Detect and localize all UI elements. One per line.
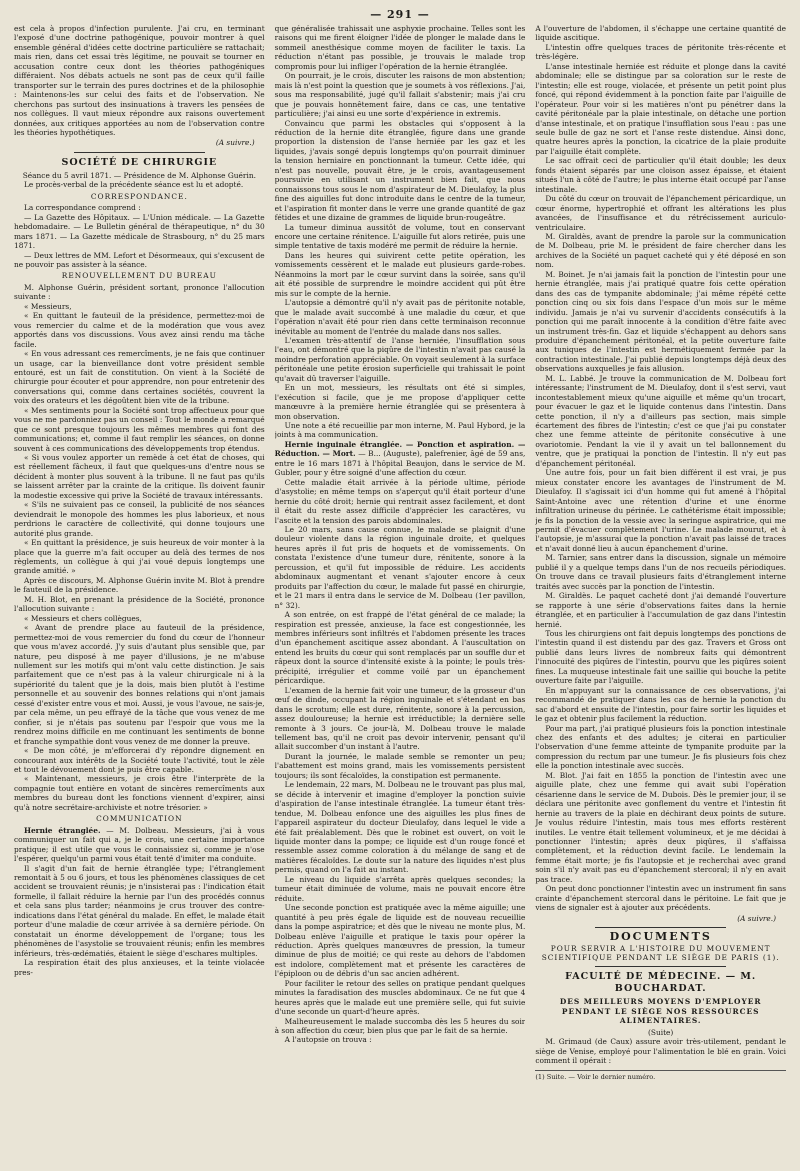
paragraph: Une note a été recueillie par mon interne, M. Paul Hybord, je la joints à ma communication. xyxy=(274,421,526,440)
paragraph: Pour ma part, j'ai pratiqué plusieurs fois la ponction intestinale chez des enfants et des adultes; je citerai en particulier l'observation d'une femme atteinte de tympanite produite par la compression du rectum par une tumeur. Je fis plusieurs fois chez elle la ponction intestinale avec succès. xyxy=(535,723,786,771)
session-meta: Séance du 5 avril 1871. — Présidence de M. Alphonse Guérin. xyxy=(22,170,256,180)
paragraph: Convaincu que parmi les obstacles qui s'opposent à la réduction de la hernie dite étranglée, figure dans une grande proportion la distension de l'anse herniée par les gaz et les liquides, j'avais songé depuis longtemps qu'on pourrait diminuer la tension herniaire en ponctionnant la tumeur. Cette idée, qui n'est pas nouvelle, pouvait être, je le crois, avantageusement poursuivie en utilisant un instrument bien fait, que nous connaissons tous sous le nom d'aspirateur de M. Dieulafoy, la plus fine des aiguilles fut donc introduite dans le centre de la tumeur, et l'aspiration fit monter dans le verre une grande quantité de gaz fétides et une dizaine de grammes de liquide brun-rougeâtre. xyxy=(274,118,526,223)
paragraph xyxy=(14,826,265,864)
paragraph: Le sac offrait ceci de particulier qu'il était double; les deux fonds étaient séparés par une cloison assez épaisse, et étaient situés l'un à côté de l'autre; le plus interne était occupé par l'anse intestinale. xyxy=(535,156,786,194)
paragraph: M. Giraldès. Le paquet cacheté dont j'ai demandé l'ouverture se rapporte à une série d'observations faites dans la hernie étranglée, et en particulier à l'accumulation de gaz dans l'intestin hernié. xyxy=(535,591,786,629)
paragraph: L'examen très-attentif de l'anse herniée, l'insufflation sous l'eau, ont démontré que la piqûre de l'intestin n'avait pas causé la moindre perforation appréciable. On voyait seulement à la surface péritonéale une petite érosion superficielle qui trahissait le point qu'avait dû traverser l'aiguille. xyxy=(274,335,526,383)
paragraph: Tous les chirurgiens ont fait depuis longtemps des ponctions de l'intestin quand il est distendu par des gaz. Travers et Gross ont publié dans leurs livres de nombreux faits qui démontrent l'innocuité des piqûres de l'intestin, pourvu que les piqûres soient fines. La muqueuse intestinale fait une saillie qui bouche la petite ouverture faite par l'aiguille. xyxy=(535,629,786,686)
paragraph: Du côté du cœur on trouvait de l'épanchement péricardique, un cœur énorme, hypertrophié et offrant les altérations les plus avancées, de l'insuffisance et du rétrécissement auriculo-ventriculaire. xyxy=(535,194,786,232)
paragraph: On pourrait, je le crois, discuter les raisons de mon abstention; mais là n'est point la question que je soumets à vos réflexions. J'ai, sous ma responsabilité, jugé qu'il fallait s'abstenir; mais j'ai cru que je pouvais honnêtement faire, dans ce cas, une tentative particulière; j'ai ainsi eu une sorte d'expérience in extremis. xyxy=(274,71,526,119)
run-in-title: Hernie étranglée. xyxy=(24,825,101,835)
paragraph: M. Alphonse Guérin, président sortant, prononce l'allocution suivante : xyxy=(14,282,265,302)
paragraph: — Deux lettres de MM. Lefort et Désormeaux, qui s'excusent de ne pouvoir pas assister à la séance. xyxy=(14,250,265,269)
paragraph: Après ce discours, M. Alphonse Guérin invite M. Blot à prendre le fauteuil de la présidence. xyxy=(14,575,265,595)
paragraph: que généralisée trahissait une asphyxie prochaine. Telles sont les raisons qui me firent éloigner l'idée de plonger le malade dans le sommeil anesthésique comme moyen de faciliter le taxis. La réduction n'étant pas possible, je trouvais le malade trop compromis pour lui infliger l'opération de la hernie étranglée. xyxy=(274,24,526,71)
observation-title: Hernie inguinale étranglée. — Ponction et aspiration. — Réduction. — Mort. xyxy=(274,439,526,459)
paragraph: « Avant de prendre place au fauteuil de la présidence, permettez-moi de vous remercier du fond du cœur de l'honneur que vous m'avez accordé. J'y suis d'autant plus sensible que, par nature, peu disposé à me payer d'illusions, je ne m'abuse nullement sur les motifs qui m'ont valu cette distinction. Je sais parfaitement que ce n'est pas à la valeur chirurgicale ni à la supériorité du talent que je la dois, mais bien plutôt à l'estime personnelle et au souvenir des bonnes relations qui n'ont jamais cessé d'exister entre vous et moi. Aussi, je vous l'avoue, ne sais-je, par cela même, un peu effrayé de la tâche que vous venez de me confier, si je n'étais pas soutenu par l'espoir que vous me la rendrez moins difficile en me continuant les sentiments de bonne et franche sympathie dont vous venez de me donner la preuve. xyxy=(14,623,265,746)
run-in-text: — M. Dolbeau. Messieurs, j'ai à vous communiquer un fait qui a, je le crois, une certaine importance pratique; il est utile que vous le connaissiez si, comme je n'ose l'espérer, quelqu'un parmi vous était tenté d'imiter ma conduite. xyxy=(14,825,265,864)
column-3 xyxy=(535,24,786,1159)
paragraph: Le lendemain, 22 mars, M. Dolbeau ne le trouvant pas plus mal, se décide à intervenir et imagine d'employer la ponction suivie d'aspiration de l'anse intestinale étranglée. La tumeur étant très-tendue, M. Dolbeau enfonce une des aiguilles les plus fines de l'appareil aspirateur du docteur Dieulafoy, dans lequel le vide a été fait préalablement. Dès que le robinet est ouvert, on voit le liquide monter dans la pompe; ce liquide est d'un rouge foncé et ressemble assez comme coloration à du mélange de sang et de matières fécaloïdes. Le doute sur la nature des liquides n'est plus permis, quand on l'a fait au instant. xyxy=(274,780,526,875)
subsection-title: RENOUVELLEMENT DU BUREAU xyxy=(61,271,217,281)
paragraph: est cela à propos d'infection purulente. J'ai cru, en terminant l'exposé d'une doctrine pathogénique, pouvoir montrer à quel ensemble général d'idées cette doctrine particulière se rattachait; mais rien, dans cet essai très légitime, ne pouvait se tourner en accusation contre ceux dont les théories pathogéniques différaient. Nos débats actuels ne sont pas de ceux qu'il faille transporter sur le terrain des pures doctrines et de la philosophie : Maintenons-les sur celui des faits et de l'observation. Ne cherchons pas surtout des insinuations à travers les pensées de nos collègues. Il vaut mieux répondre aux raisons ouvertement données, aux critiques apportées au nom de l'observation contre les théories hypothétiques. xyxy=(14,24,265,137)
paragraph: Durant la journée, le malade semble se remonter un peu; l'abattement est moins grand, mais les vomissements persistent toujours; ils sont fécaloïdes, la constipation est permanente. xyxy=(274,751,526,780)
section-subtitle: POUR SERVIR A L'HISTOIRE DU MOUVEMENT SCIENTIFIQUE PENDANT LE SIÈGE DE PARIS (1). xyxy=(541,943,780,962)
section-title: DOCUMENTS xyxy=(609,930,712,944)
paragraph: « De mon côté, je m'efforcerai d'y répondre dignement en concourant aux intérêts de la Société toute l'activité, tout le zèle et tout le dévouement dont je puis être capable. xyxy=(14,746,265,774)
paragraph: Une seconde ponction est pratiquée avec la même aiguille; une quantité à peu près égale de liquide est de nouveau recueillie dans la pompe aspiratrice; et dès que le niveau ne monte plus, M. Dolbeau enlève l'aiguille et pratique le taxis pour opérer la réduction. Après quelques manœuvres de pression, la tumeur diminue de plus de moitié; ce qui reste au dehors de l'abdomen est indolore, complètement mat et présente les caractères de l'épiploon ou de débris d'un sac ancien adhérent. xyxy=(274,903,526,979)
paragraph: M. L. Labbé. Je trouve la communication de M. Dolbeau fort intéressante; l'instrument de M. Dieulafoy, dont il s'est servi, vaut incontestablement mieux qu'une aiguille et même qu'un trocart, pour évacuer le gaz et le liquide contenus dans l'intestin. Dans cette ponction, il n'y a d'ailleurs pas section, mais simple écartement des fibres de l'intestin; c'est ce que j'ai pu constater chez une femme atteinte de péritonite consécutive à une ovariotomie. Pendant la vie il y avait un tel ballonnement du ventre, que je pratiquai la ponction de l'intestin. Il n'y eut pas d'épanchement péritonéal. xyxy=(535,373,786,468)
paragraph: M. Grimaud (de Caux) assure avoir très-utilement, pendant le siège de Venise, employé pour l'alimentation le blé en grain. Voici comment il opérait : xyxy=(535,1037,786,1066)
paragraph xyxy=(275,440,526,478)
paragraph: L'examen de la hernie fait voir une tumeur, de la grosseur d'un œuf de dinde, occupant la région inguinale et s'étendant en bas dans le scrotum; elle est dure, rénitente, sonore à la percussion, assez douloureuse; la hernie est irréductible; la dernière selle remonte à 3 jours. Ce jour-là, M. Dolbeau trouve le malade tellement bas, qu'il ne croit pas devoir intervenir, pensant qu'il allait succomber d'un instant à l'autre. xyxy=(274,685,526,752)
paragraph: « Si vous voulez apporter un remède à cet état de choses, qui est réellement fâcheux, il faut que quelques-uns d'entre nous se décident à monter plus souvent à la tribune. Il ne faut pas qu'ils se laissent arrêter par la crainte de la critique. Ils doivent faunir la modestie excessive qui prive la Société de travaux intéressants. xyxy=(14,453,265,500)
paragraph: — La Gazette des Hôpitaux. — L'Union médicale. — La Gazette hebdomadaire. — Le Bulletin général de thérapeutique, n° du 30 mars 1871. — La Gazette médicale de Strasbourg, n° du 25 mars 1871. xyxy=(14,212,265,251)
paragraph: La correspondance comprend : xyxy=(24,203,141,213)
paragraph: M. Giraldès, avant de prendre la parole sur la communication de M. Dolbeau, prie M. le président de faire chercher dans les archives de la Société un paquet cacheté qui y été déposé en son nom. xyxy=(535,231,786,270)
subsection-title: COMMUNICATION xyxy=(96,814,183,824)
paragraph: Le procès-verbal de la précédente séance est lu et adopté. xyxy=(24,180,244,190)
paragraph: L'anse intestinale herniée est réduite et plonge dans la cavité abdominale; elle se distingue par sa coloration sur le reste de l'intestin; elle est rouge, violacée, et présente un petit point plus foncé, qui répond évidemment à la ponction faite par l'aiguille de l'opérateur. Pour voir si les matières n'ont pu pénétrer dans la cavité péritonéale par la plaie intestinale, on détache une portion d'anse intestinale, et on pratique l'insufflation sous l'eau : pas une seule bulle de gaz ne sort et l'anse reste distendue. Ainsi donc, quatre heures après la ponction, la cicatrice de la plaie produite par l'aiguille était complète. xyxy=(535,61,786,156)
subsection-title: FACULTÉ DE MÉDECINE. — M. BOUCHARDAT. xyxy=(565,971,757,995)
paragraph: A l'ouverture de l'abdomen, il s'échappe une certaine quantité de liquide ascitique. xyxy=(535,24,786,43)
paragraph: « En quittant la présidence, je suis heureux de voir monter à la place que la guerre m'a fait occuper au delà des termes de nos règlements, un collègue à qui j'ai voué depuis longtemps une grande amitié. » xyxy=(14,538,265,576)
paragraph: « Mes sentiments pour la Société sont trop affectueux pour que vous ne me pardonniez pas un conseil : Tout le monde a remarqué que ce sont presque toujours les mêmes membres qui font des communications; et, comme il faut remplir les séances, on donne souvent à ces communications des développements trop étendus. xyxy=(14,405,265,453)
page-number: — 291 — xyxy=(370,8,430,21)
section-title: SOCIÉTÉ DE CHIRURGIE xyxy=(61,156,218,168)
paragraph: M. Blot. J'ai fait en 1855 la ponction de l'intestin avec une aiguille plate, chez une femme qui avait subi l'opération césarienne dans le service de M. Dubois. Dès le premier jour, il se déclara une péritonite avec gonflement du ventre et l'intestin fit hernie au travers de la plaie en déchirant deux points de suture. Je voulus réduire l'intestin, mais tous mes efforts restèrent inutiles. Le ventre était tellement volumineux, et je me décidai à ponctionner l'intestin; après deux piqûres, il s'affaissa complètement, et la réduction devint facile. Le lendemain la femme était morte; je fis l'autopsie et je recherchai avec grand soin s'il n'y avait pas eu d'épanchement stercoral; il n'y en avait pas trace. xyxy=(535,770,786,884)
paragraph: « Messieurs, xyxy=(24,301,72,311)
paragraph: M. Tarnier, sans entrer dans la discussion, signale un mémoire publié il y a quelque temps dans l'un de nos recueils périodiques. On trouve dans ce travail plusieurs faits d'étranglement interne traités avec succès par la ponction de l'intestin. xyxy=(535,553,786,591)
column-2 xyxy=(275,24,526,1159)
paragraph: L'intestin offre quelques traces de péritonite très-récente et très-légère. xyxy=(535,42,786,62)
subsection-title: CORRESPONDANCE. xyxy=(90,191,188,201)
footnote: (1) Suite. — Voir le dernier numéro. xyxy=(535,1070,786,1082)
continued-note: (A suivre.) xyxy=(215,138,255,148)
paragraph: L'autopsie a démontré qu'il n'y avait pas de péritonite notable, que le malade avait succombé à une maladie du cœur, et que l'opération n'avait été pour rien dans cette terminaison reconnue inévitable au moment de l'entrée du malade dans nos salles. xyxy=(274,298,526,336)
divider xyxy=(595,966,726,967)
paragraph: Cette maladie était arrivée à la période ultime, période d'asystolie; en même temps on s'aperçut qu'il était porteur d'une hernie du côté droit; hernie qui rentrait assez facilement, et dont il était du reste assez difficile d'apprécier les caractères, vu l'ascite et la tension des parois abdominales. xyxy=(274,477,526,525)
paragraph: A l'autopsie on trouva : xyxy=(284,1035,372,1045)
divider xyxy=(74,152,205,153)
paragraph: Malheureusement le malade succomba dès les 5 heures du soir à son affection du cœur, bien plus que par le fait de sa hernie. xyxy=(274,1016,526,1036)
paragraph: La tumeur diminua aussitôt de volume, tout en conservant encore une certaine rénitence. L'aiguille fut alors retirée, puis une simple tentative de taxis modéré me permit de réduire la hernie. xyxy=(274,222,526,251)
paragraph: On peut donc ponctionner l'intestin avec un instrument fin sans crainte d'épanchement stercoral dans le péritoine. Le fait que je viens de signaler est à ajouter aux précédents. xyxy=(535,884,786,913)
text-columns xyxy=(14,24,786,1159)
continued-note: (A suivre.) xyxy=(737,913,777,923)
paragraph: « Maintenant, messieurs, je crois être l'interprète de la compagnie tout entière en votant de sincères remercîments aux membres du bureau dont les fonctions viennent d'expirer, ainsi qu'à notre secrétaire-archiviste et notre trésorier. » xyxy=(14,774,265,812)
paragraph: « En quittant le fauteuil de la présidence, permettez-moi de vous remercier du calme et de la modération que vous avez apportés dans vos discussions. Vous avez ainsi rendu ma tâche facile. xyxy=(14,311,265,349)
continued-note: (Suite) xyxy=(648,1027,674,1037)
paragraph: Une autre fois, pour un fait bien différent il est vrai, je pus mieux constater encore les avantages de l'instrument de M. Dieulafoy. Il s'agissait ici d'un homme qui fut amené à l'hôpital Saint-Antoine avec une rétention d'urine et une énorme infiltration urineuse du périnée. Le cathétérisme était impossible; je fis la ponction de la vessie avec la seringue aspiratrice, qui me permit d'évacuer complètement l'urine. Le malade mourut, et à l'autopsie, je m'assurai que la ponction n'avait pas laissé de traces et n'avait donné lieu à aucun épanchement d'urine. xyxy=(535,468,786,553)
paragraph: Le niveau du liquide s'arrêta après quelques secondes; la tumeur était diminuée de volume, mais ne pouvait encore être réduite. xyxy=(274,874,526,903)
divider xyxy=(595,927,726,928)
run-in-text: — B... (Auguste), palefrenier, âgé de 59 ans, entre le 16 mars 1871 à l'hôpital Beaujon, dans le service de M. Gubler, pour y être soigné d'une affection du cœur. xyxy=(274,449,526,478)
paragraph: La respiration était des plus anxieuses, et la teinte violacée pres- xyxy=(14,958,265,977)
paragraph: Il s'agit d'un fait de hernie étranglée type; l'étranglement remontait à 5 ou 6 jours, et tous les phénomènes classiques de cet accident se trouvaient réunis; je n'insisterai pas : l'indication était formelle, il fallait réduire la hernie par l'un des procédés connus et cela sans plus tarder; néanmoins je crus trouver des contre-indications dans l'état général du malade. En effet, le malade était porteur d'une maladie de cœur arrivée à sa dernière période. On constatait un énorme développement de l'organe; tous les phénomènes de l'asystolie se trouvaient réunis; enfin les membres inférieurs, très-œdématiés, étaient le siège d'eschares multiples. xyxy=(14,863,265,958)
paragraph: En un mot, messieurs, les résultats ont été si simples, l'exécution si facile, que je me propose d'appliquer cette manœuvre à la première hernie étranglée qui se présentera à mon observation. xyxy=(274,383,526,421)
paragraph: « Messieurs et chers collègues, xyxy=(24,613,142,623)
paragraph: Dans les heures qui suivirent cette petite opération, les vomissements cessèrent et le malade eut plusieurs garde-robes. Néanmoins la mort par le cœur survint dans la soirée, sans qu'il ait été possible de surprendre le moindre accident qui pût être mis sur le compte de la hernie. xyxy=(274,250,526,298)
column-1 xyxy=(14,24,265,1159)
paragraph: M. Boinet. Je n'ai jamais fait la ponction de l'intestin pour une hernie étranglée, mais j'ai pratiqué quatre fois cette opération dans des cas de tympanite abdominale; j'ai même répété cette ponction cinq ou six fois dans l'espace d'un mois sur le même individu. Jamais je n'ai vu survenir d'accidents consécutifs à la ponction qui me paraît innocente à la condition d'être faite avec un instrument très-fin. Gaz et liquide s'échappent au dehors sans produire d'épanchement péritonéal, et la petite ouverture faite aux tuniques de l'intestin est hermétiquement fermée par la contraction intestinale. J'ai publié depuis longtemps déjà deux des observations auxquelles je fais allusion. xyxy=(535,269,786,374)
paragraph: Le 20 mars, sans cause connue, le malade se plaignit d'une douleur violente dans la région inguinale droite, et quelques heures après il fut pris de hoquets et de vomissements. On constata l'existence d'une tumeur dure, rénitente, sonore à la percussion, et qu'il fut impossible de réduire. Les accidents abdominaux augmentant et venant s'ajouter encore à ceux produits par l'affection du cœur, le malade fut passé en chirurgie, et le 21 mars il entra dans le service de M. Dolbeau (1er pavillon, n° 32). xyxy=(274,525,526,610)
paragraph: « En vous adressant ces remercîments, je ne fais que continuer un usage, car la bienveillance dont votre président semble entouré, est un fait de constitution. On vient à la Société de chirurgie pour écouter et pour apprendre, non pour entretenir des conversations qui, comme dans certaines sociétés, couvrent la voix des orateurs et les dégoûtent bien vite de la tribune. xyxy=(14,349,265,406)
paragraph: En m'appuyant sur la connaissance de ces observations, j'ai recommandé de pratiquer dans les cas de hernie la ponction du sac d'abord et ensuite de l'intestin, pour faire sortir les liquides et le gaz et obtenir plus facilement la réduction. xyxy=(535,685,786,724)
subsection-subtitle: DES MEILLEURS MOYENS D'EMPLOYER PENDANT LE SIÈGE NOS RESSOURCES ALIMENTAIRES. xyxy=(559,997,762,1026)
paragraph: A son entrée, on est frappé de l'état général de ce malade; la respiration est pressée, anxieuse, la face est congestionnée, les membres inférieurs sont infiltrés et l'abdomen présente les traces d'un épanchement ascitique assez abondant. A l'auscultation on entend les bruits du cœur qui sont remplacés par un souffle dur et râpeux dont la source d'intensité existe à la pointe; le pouls très-précipité, irrégulier et comme voilé par un épanchement péricardique. xyxy=(274,610,526,686)
paragraph: Pour faciliter le retour des selles on pratique pendant quelques minutes la faradisation des muscles abdominaux. Ce ne fut que 4 heures après que le malade eut une première selle, qui fut suivie d'une seconde un quart-d'heure après. xyxy=(274,978,526,1017)
paragraph: M. H. Blot, en prenant la présidence de la Société, prononce l'allocution suivante : xyxy=(14,594,265,614)
paragraph: « S'ils ne suivaient pas ce conseil, la publicité de nos séances deviendrait le monopole des hommes les plus laborieux, et nous perdrions le caractère de collectivité, qui donne toujours une autorité plus grande. xyxy=(14,500,265,538)
